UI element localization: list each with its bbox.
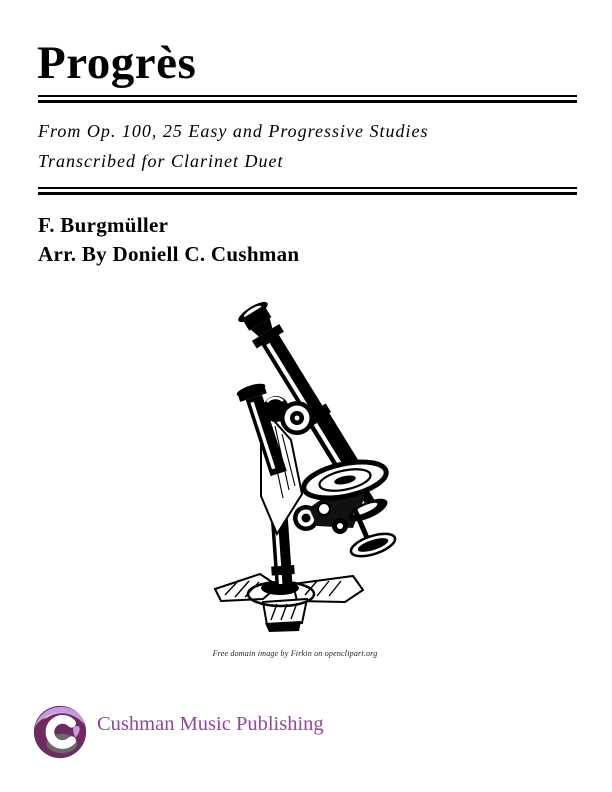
credits-block	[38, 211, 299, 269]
subtitle-line-2: Transcribed for Clarinet Duet	[38, 151, 284, 171]
composer-name: F. Burgmüller	[38, 213, 169, 237]
double-rule-middle	[38, 187, 577, 195]
publisher-name: Cushman Music Publishing	[97, 713, 324, 735]
page-title: Progrès	[37, 37, 197, 89]
double-rule-top	[38, 95, 577, 103]
subtitle-line-1: From Op. 100, 25 Easy and Progressive Studies	[38, 121, 429, 141]
publisher-logo-icon	[31, 702, 89, 760]
image-credit-caption: Free domain image by Firkin on openclipart.org	[212, 649, 378, 658]
arranger-name: Arr. By Doniell C. Cushman	[38, 242, 300, 266]
subtitle-block	[38, 116, 428, 176]
microscope-illustration	[205, 298, 405, 638]
